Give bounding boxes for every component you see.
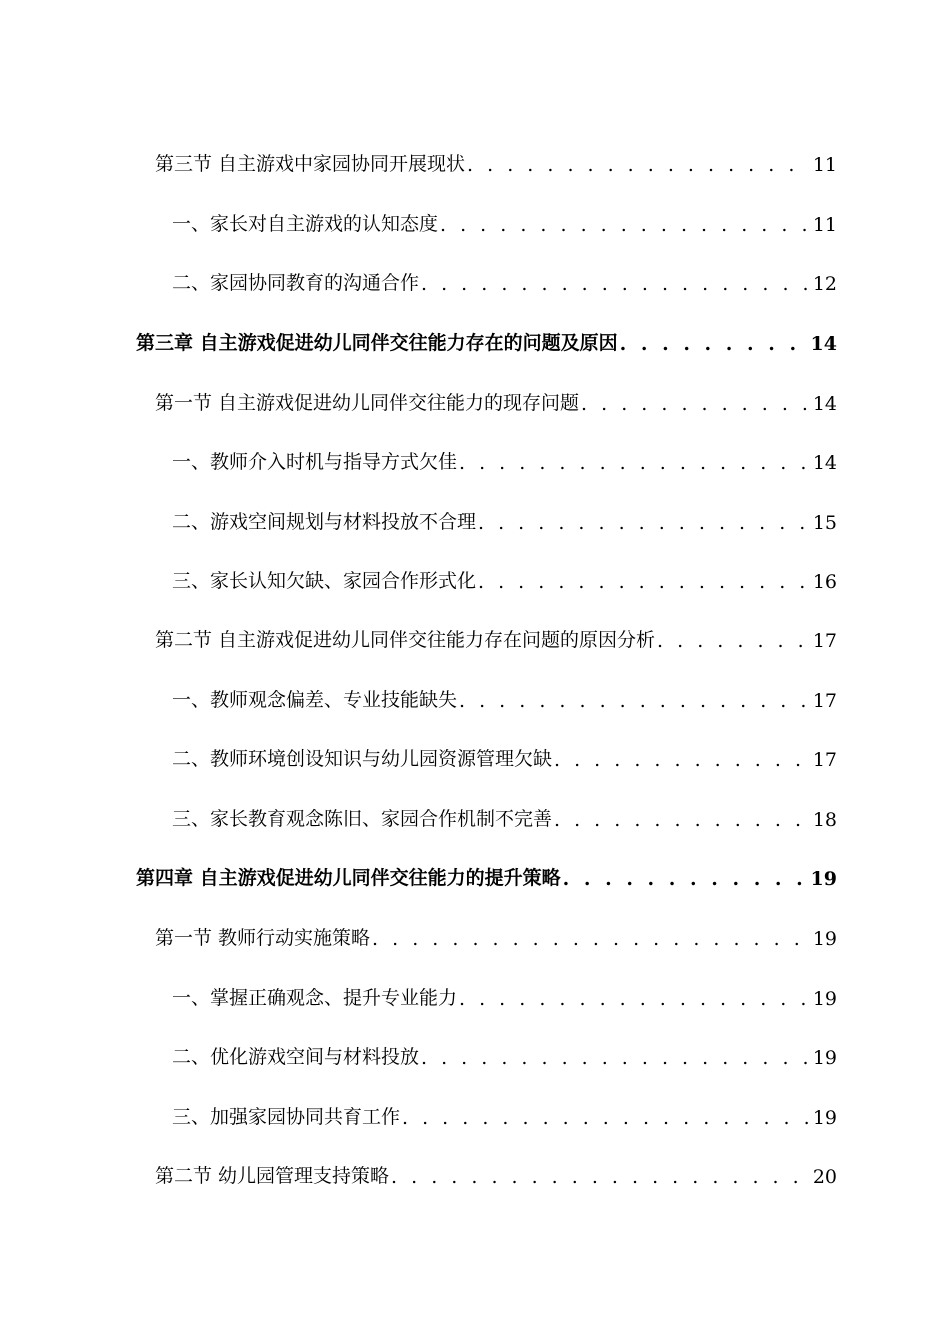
toc-entry-title: 第三节 自主游戏中家园协同开展现状 xyxy=(155,153,466,175)
toc-entry-title: 第一节 教师行动实施策略 xyxy=(155,927,371,949)
toc-entry[interactable] xyxy=(155,920,837,950)
toc-dot-leader xyxy=(459,690,809,712)
toc-entry-title: 一、家长对自主游戏的认知态度 xyxy=(172,213,439,235)
toc-entry-page: 19 xyxy=(812,928,837,950)
toc-entry-page: 12 xyxy=(812,273,837,295)
toc-entry-page: 18 xyxy=(812,809,837,831)
toc-entry-title: 二、教师环境创设知识与幼儿园资源管理欠缺 xyxy=(172,748,553,770)
toc-dot-leader xyxy=(467,154,809,176)
toc-entry-page: 19 xyxy=(810,868,837,890)
toc-entry-page: 14 xyxy=(812,452,837,474)
toc-entry-title: 二、家园协同教育的沟通合作 xyxy=(172,272,420,294)
toc-dot-leader xyxy=(478,571,809,593)
toc-entry[interactable] xyxy=(155,146,837,176)
toc-entry[interactable] xyxy=(172,265,837,295)
toc-entry-title: 第三章 自主游戏促进幼儿同伴交往能力存在的问题及原因 xyxy=(136,332,618,354)
toc-dot-leader xyxy=(402,1107,809,1129)
toc-dot-leader xyxy=(554,809,809,831)
toc-dot-leader xyxy=(620,333,807,355)
toc-dot-leader xyxy=(657,630,809,652)
toc-entry-chapter[interactable] xyxy=(136,325,837,355)
toc-entry-title: 第一节 自主游戏促进幼儿同伴交往能力的现存问题 xyxy=(155,392,580,414)
toc-entry-page: 17 xyxy=(812,690,837,712)
toc-entry[interactable] xyxy=(172,1039,837,1069)
toc-entry-page: 19 xyxy=(812,988,837,1010)
toc-entry-title: 一、教师观念偏差、专业技能缺失 xyxy=(172,689,458,711)
toc-dot-leader xyxy=(421,1047,809,1069)
toc-entry-page: 17 xyxy=(812,749,837,771)
toc-entry-title: 一、掌握正确观念、提升专业能力 xyxy=(172,987,458,1009)
toc-entry[interactable] xyxy=(155,1158,837,1188)
toc-entry-page: 11 xyxy=(812,154,837,176)
toc-dot-leader xyxy=(391,1166,809,1188)
toc-entry-page: 17 xyxy=(812,630,837,652)
toc-dot-leader xyxy=(421,273,809,295)
toc-entry-page: 16 xyxy=(812,571,837,593)
toc-entry[interactable] xyxy=(172,444,837,474)
toc-entry-page: 20 xyxy=(812,1166,837,1188)
toc-entry-page: 19 xyxy=(812,1107,837,1129)
toc-entry[interactable] xyxy=(172,682,837,712)
toc-dot-leader xyxy=(563,868,807,890)
toc-entry[interactable] xyxy=(172,206,837,236)
toc-dot-leader xyxy=(581,393,809,415)
toc-dot-leader xyxy=(554,749,809,771)
toc-entry[interactable] xyxy=(155,622,837,652)
toc-entry-page: 11 xyxy=(812,214,837,236)
toc-entry[interactable] xyxy=(172,801,837,831)
toc-entry[interactable] xyxy=(172,504,837,534)
toc-entry[interactable] xyxy=(172,980,837,1010)
toc-entry-page: 14 xyxy=(810,333,837,355)
toc-entry-title: 三、加强家园协同共育工作 xyxy=(172,1106,401,1128)
toc-dot-leader xyxy=(440,214,809,236)
toc-entry-title: 第四章 自主游戏促进幼儿同伴交往能力的提升策略 xyxy=(136,867,561,889)
toc-entry-title: 三、家长教育观念陈旧、家园合作机制不完善 xyxy=(172,808,553,830)
toc-entry-title: 二、游戏空间规划与材料投放不合理 xyxy=(172,511,477,533)
toc-entry-page: 14 xyxy=(812,393,837,415)
toc-entry[interactable] xyxy=(172,741,837,771)
toc-entry-chapter[interactable] xyxy=(136,860,837,890)
toc-entry[interactable] xyxy=(172,1099,837,1129)
toc-entry-title: 三、家长认知欠缺、家园合作形式化 xyxy=(172,570,477,592)
toc-entry[interactable] xyxy=(155,385,837,415)
toc-entry-title: 二、优化游戏空间与材料投放 xyxy=(172,1046,420,1068)
toc-entry-page: 19 xyxy=(812,1047,837,1069)
toc-dot-leader xyxy=(459,988,809,1010)
toc-entry-title: 第二节 幼儿园管理支持策略 xyxy=(155,1165,390,1187)
toc-entry[interactable] xyxy=(172,563,837,593)
toc-dot-leader xyxy=(459,452,809,474)
toc-entry-title: 一、教师介入时机与指导方式欠佳 xyxy=(172,451,458,473)
toc-dot-leader xyxy=(372,928,809,950)
toc-entry-title: 第二节 自主游戏促进幼儿同伴交往能力存在问题的原因分析 xyxy=(155,629,656,651)
toc-entry-page: 15 xyxy=(812,512,837,534)
toc-dot-leader xyxy=(478,512,809,534)
